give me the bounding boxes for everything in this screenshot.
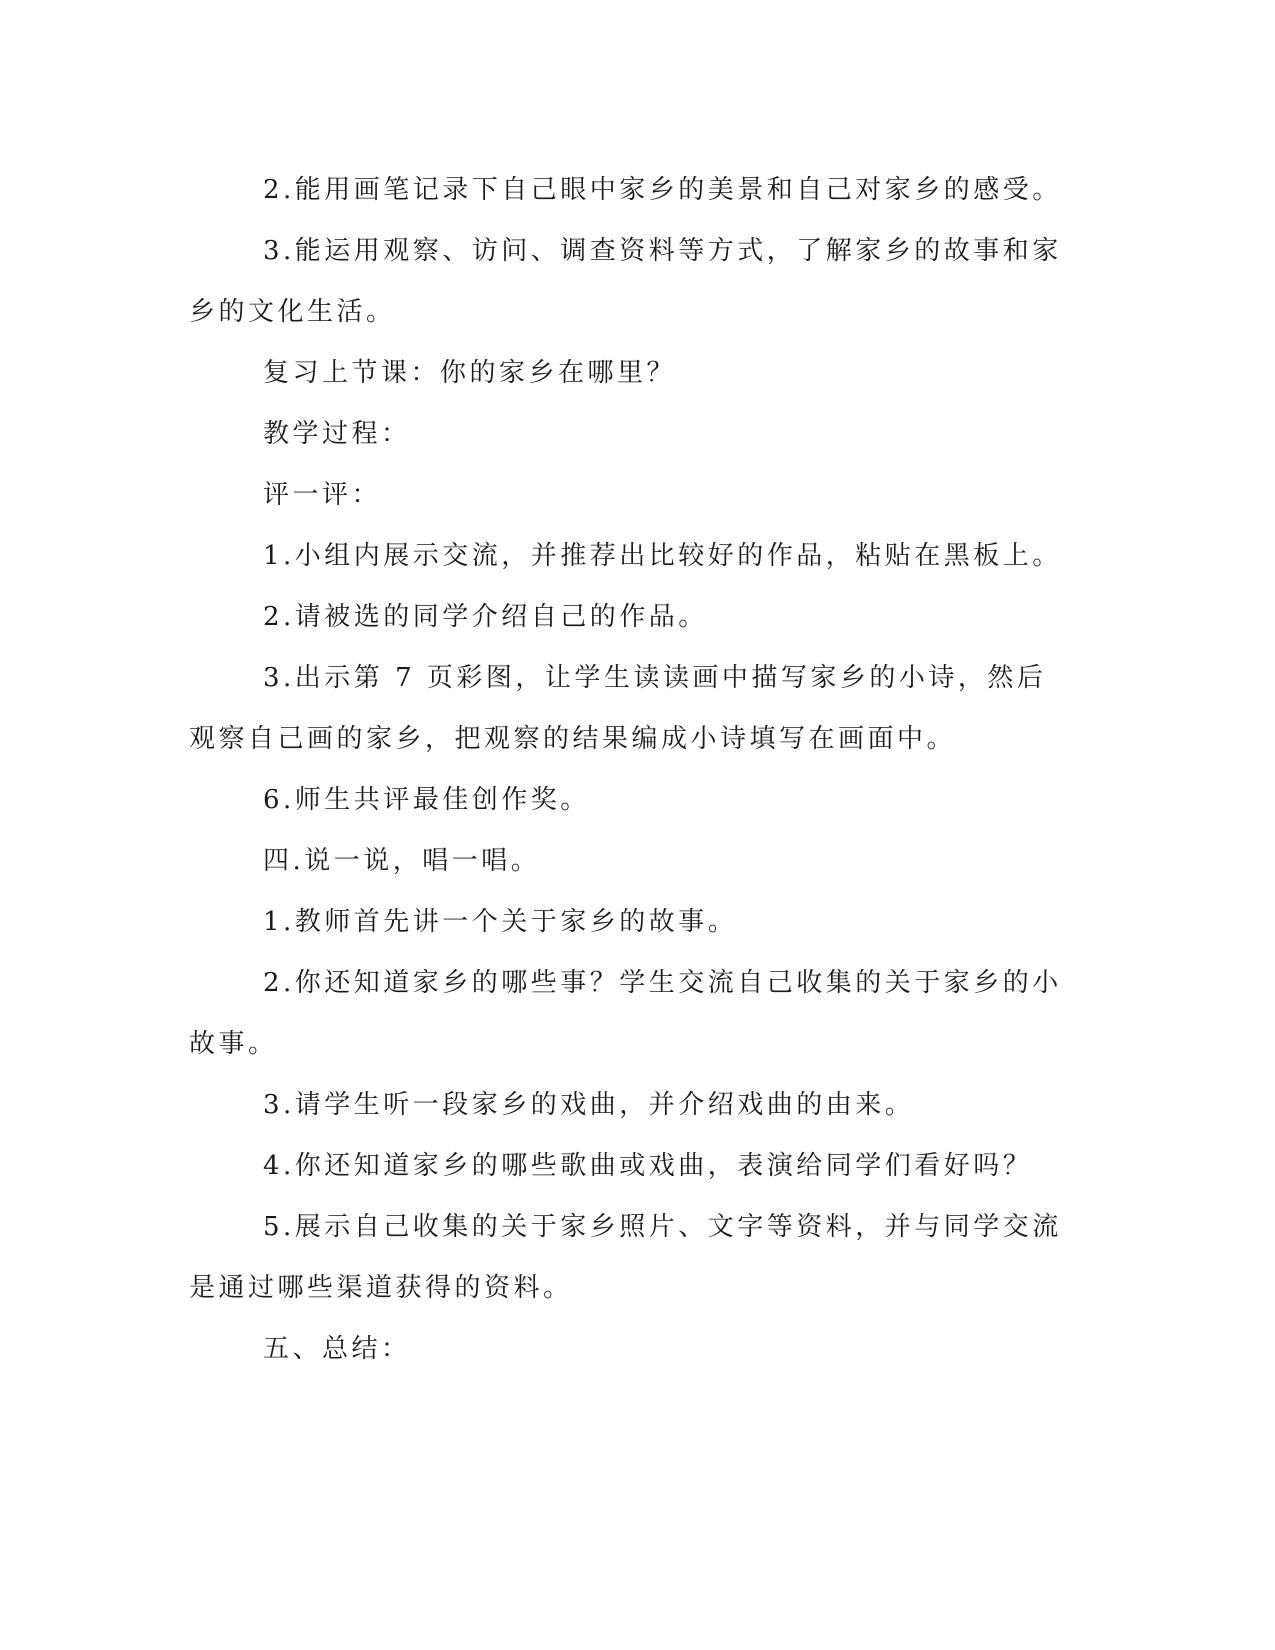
paragraph-evaluate-heading: 评一评： (263, 480, 382, 510)
paragraph-section-4-heading: 四.说一说，唱一唱。 (263, 846, 541, 876)
paragraph-evaluate-6: 6.师生共评最佳创作奖。 (263, 785, 590, 815)
paragraph-evaluate-1: 1.小组内展示交流，并推荐出比较好的作品，粘贴在黑板上。 (263, 541, 1062, 571)
paragraph-goal-3: 3.能运用观察、访问、调查资料等方式，了解家乡的故事和家乡的文化生活。 (189, 236, 1062, 327)
paragraph-review: 复习上节课：你的家乡在哪里？ (263, 358, 677, 388)
paragraph-goal-2: 2.能用画笔记录下自己眼中家乡的美景和自己对家乡的感受。 (263, 175, 1062, 205)
paragraph-section-4-item-5: 5.展示自己收集的关于家乡照片、文字等资料，并与同学交流是通过哪些渠道获得的资料。 (189, 1212, 1062, 1303)
paragraph-evaluate-3: 3.出示第 7 页彩图，让学生读读画中描写家乡的小诗，然后观察自己画的家乡，把观察的结果编成小诗填写在画面中。 (189, 663, 1047, 754)
paragraph-evaluate-2: 2.请被选的同学介绍自己的作品。 (263, 602, 708, 632)
paragraph-process-heading: 教学过程： (263, 419, 411, 449)
paragraph-section-4-item-3: 3.请学生听一段家乡的戏曲，并介绍戏曲的由来。 (263, 1090, 915, 1120)
paragraph-section-5-heading: 五、总结： (263, 1334, 411, 1364)
paragraph-section-4-item-4: 4.你还知道家乡的哪些歌曲或戏曲，表演给同学们看好吗？ (263, 1151, 1033, 1181)
paragraph-section-4-item-2: 2.你还知道家乡的哪些事？学生交流自己收集的关于家乡的小故事。 (189, 968, 1062, 1059)
document-body (189, 160, 1069, 1380)
paragraph-section-4-item-1: 1.教师首先讲一个关于家乡的故事。 (263, 907, 738, 937)
